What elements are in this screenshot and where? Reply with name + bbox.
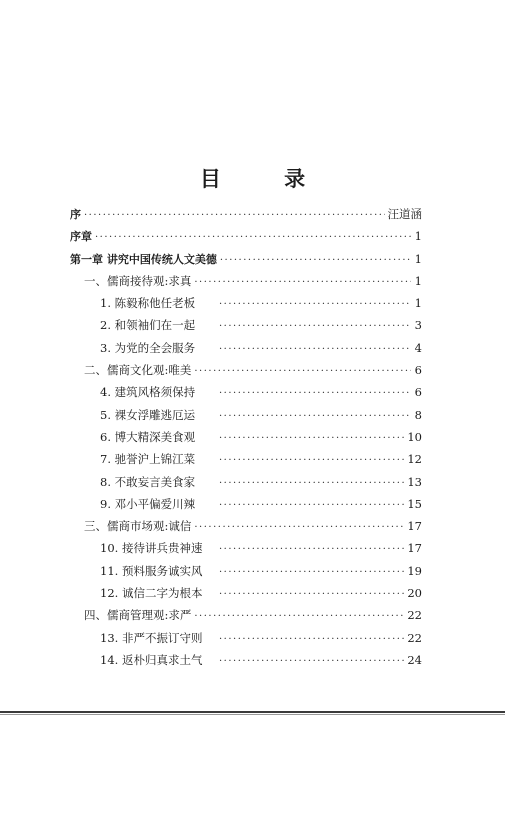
toc-entry-label: 三、儒商市场观:诚信 [84,519,192,534]
toc-entry-label: 6. 博大精深美食观 [100,429,196,444]
toc-entry-label: 7. 驰誉沪上锦江菜 [100,452,196,467]
toc-leader-dots [219,544,404,555]
toc-entry-label: 二、儒商文化观:唯美 [84,363,192,378]
toc-leader-dots [194,277,411,288]
toc-entry-page: 3 [414,318,422,333]
toc-leader-dots [219,500,404,511]
table-of-contents [70,206,422,674]
toc-leader-dots [219,567,404,578]
toc-entry [70,429,422,451]
toc-leader-dots [194,366,411,377]
toc-entry [70,563,422,585]
toc-entry-label: 序章 [70,230,92,244]
toc-leader-dots [219,388,411,399]
toc-entry-label: 一、儒商接待观:求真 [84,273,192,288]
toc-entry [70,518,422,540]
toc-entry-page: 22 [407,608,422,623]
toc-entry [70,652,422,674]
toc-entry [70,273,422,295]
page-title: 目 录 [199,167,334,191]
toc-entry [70,407,422,429]
toc-leader-dots [219,344,411,355]
toc-entry-page: 1 [414,229,422,244]
toc-leader-dots [219,589,404,600]
toc-entry-label: 10. 接待讲兵贵神速 [100,541,203,556]
toc-entry-page: 1 [414,251,422,266]
toc-entry [70,585,422,607]
toc-entry [70,496,422,518]
page-bottom-rule [0,711,505,713]
toc-entry-page: 19 [407,563,422,578]
toc-leader-dots [194,611,404,622]
toc-entry-label: 1. 陈毅称他任老板 [100,296,196,311]
toc-entry-page: 17 [407,519,422,534]
toc-entry-label: 序 [70,208,81,221]
toc-entry [70,540,422,562]
toc-entry-page: 20 [407,586,422,601]
toc-entry-page: 17 [407,541,422,556]
toc-entry [70,251,422,273]
toc-leader-dots [219,433,404,444]
toc-entry-page: 15 [407,496,422,511]
toc-entry-page: 8 [414,407,422,422]
toc-entry [70,340,422,362]
toc-entry-page: 22 [407,630,422,645]
toc-entry-page: 12 [407,452,422,467]
toc-entry [70,295,422,317]
toc-leader-dots [220,255,411,266]
toc-entry-page: 4 [414,340,422,355]
toc-entry-label: 第一章 讲究中国传统人文美德 [70,252,217,266]
toc-leader-dots [219,299,411,310]
toc-entry-page: 1 [414,273,422,288]
toc-leader-dots [95,232,411,243]
toc-leader-dots [84,210,385,221]
toc-entry [70,317,422,339]
toc-leader-dots [194,522,404,533]
toc-entry-page: 13 [407,474,422,489]
page-bottom-rule-thin [0,714,505,715]
toc-entry-label: 11. 预料服务诚实风 [100,563,203,578]
toc-entry-label: 5. 裸女浮雕逃厄运 [100,407,196,422]
toc-leader-dots [219,656,404,667]
toc-entry-label: 14. 返朴归真求土气 [100,652,203,667]
toc-entry-label: 2. 和领袖们在一起 [100,318,196,333]
toc-entry [70,228,422,250]
toc-entry-label: 4. 建筑风格须保持 [100,385,196,400]
toc-entry [70,451,422,473]
toc-entry [70,384,422,406]
toc-entry-page: 汪道涵 [387,207,422,221]
toc-leader-dots [219,478,404,489]
toc-entry-page: 10 [407,429,422,444]
toc-entry-label: 3. 为党的全会服务 [100,340,196,355]
toc-entry-label: 13. 非严不振订守则 [100,630,203,645]
toc-entry-label: 8. 不敢妄言美食家 [100,474,196,489]
toc-leader-dots [219,634,404,645]
toc-entry-page: 1 [414,296,422,311]
toc-entry [70,607,422,629]
toc-leader-dots [219,411,411,422]
toc-entry [70,362,422,384]
toc-leader-dots [219,321,411,332]
toc-entry-page: 6 [414,363,422,378]
toc-entry-page: 24 [407,652,422,667]
toc-leader-dots [219,455,404,466]
toc-entry [70,474,422,496]
toc-entry-page: 6 [414,385,422,400]
toc-entry [70,206,422,228]
toc-entry-label: 12. 诚信二字为根本 [100,586,203,601]
toc-entry-label: 四、儒商管理观:求严 [84,608,192,623]
toc-entry [70,630,422,652]
toc-entry-label: 9. 邓小平偏爱川辣 [100,496,196,511]
